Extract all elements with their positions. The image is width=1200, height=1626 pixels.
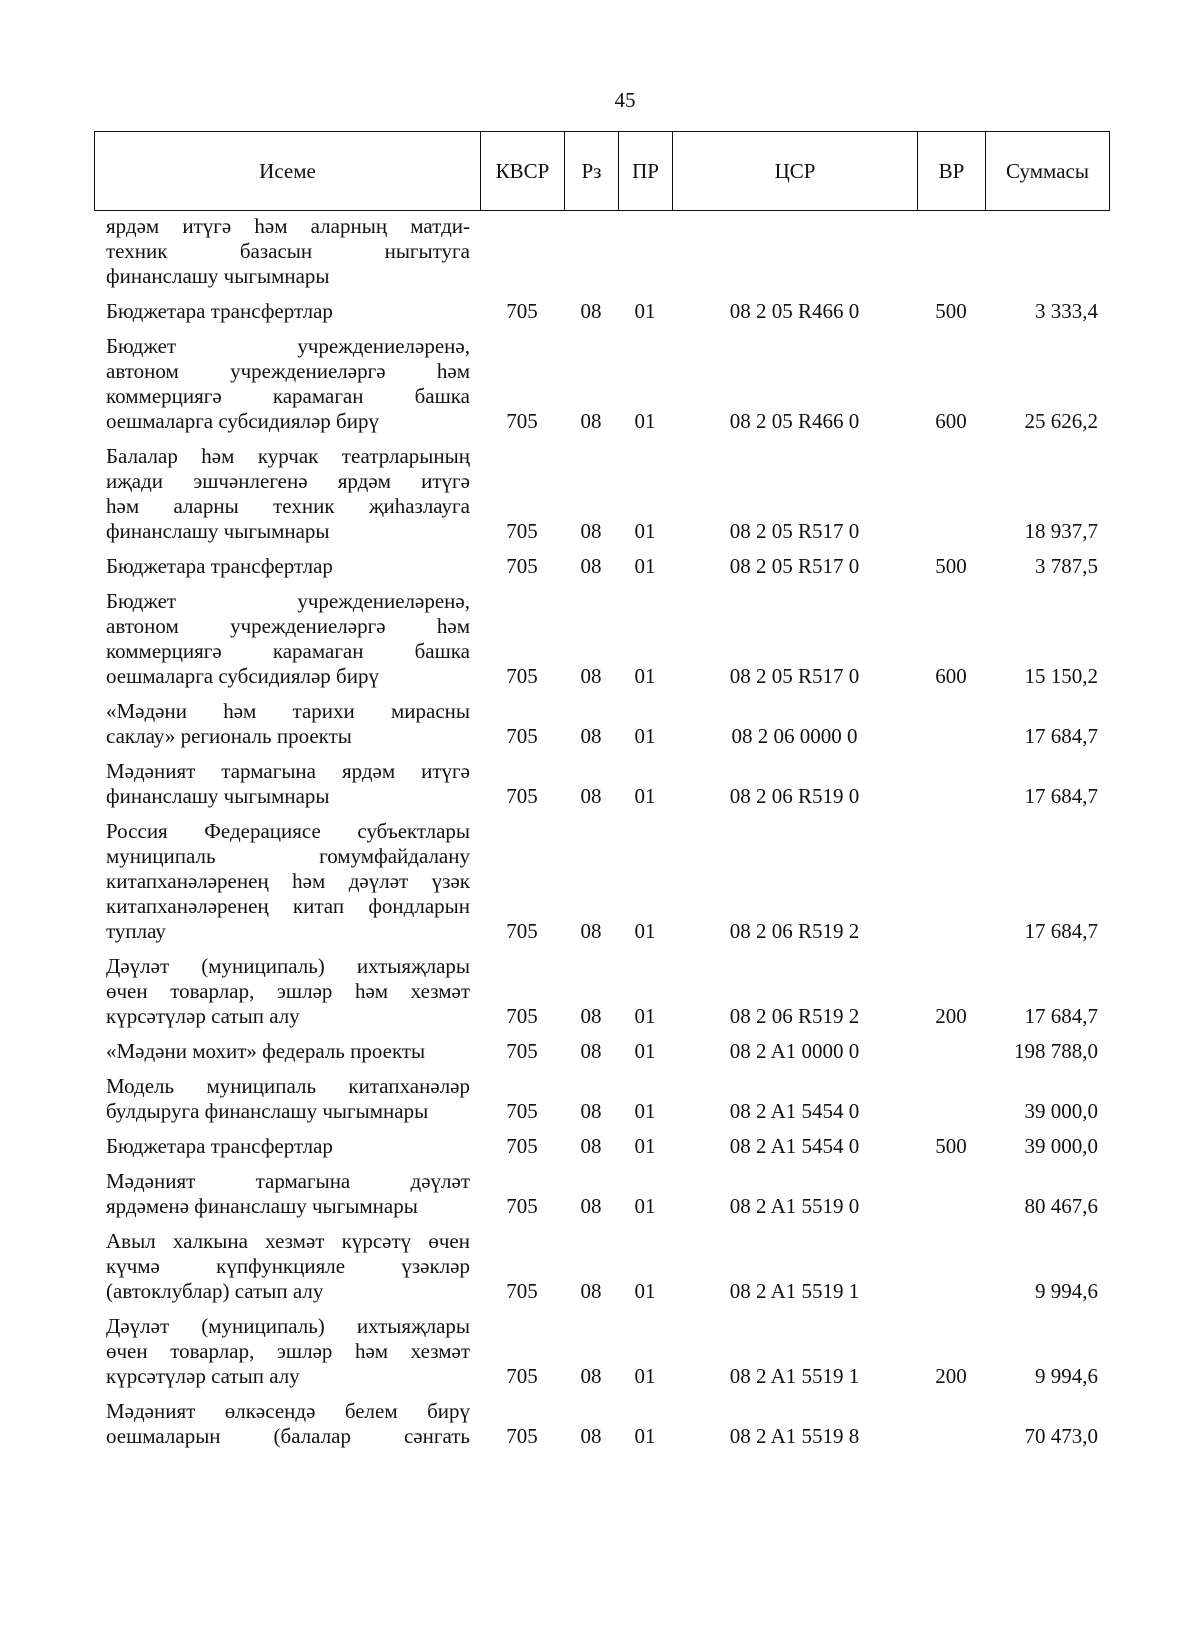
row-name-line: ярдәм итүгә һәм аларның матди-	[106, 214, 470, 238]
row-name	[94, 1399, 480, 1449]
cell-pr: 01	[634, 299, 656, 323]
table-row	[94, 1039, 1110, 1064]
cell-pr: 01	[634, 1279, 656, 1303]
cell-vr: 600	[935, 409, 967, 433]
row-name	[94, 1314, 480, 1389]
header-csr: ЦСР	[673, 132, 918, 210]
row-name-line: Бюджетара трансфертлар	[106, 554, 333, 578]
row-name-line: Бюджетара трансфертлар	[106, 1134, 333, 1158]
table-row	[94, 589, 1110, 689]
row-name-line: Россия Федерациясе субъектлары	[106, 819, 470, 843]
table-row	[94, 1074, 1110, 1124]
header-pr: ПР	[619, 132, 673, 210]
cell-rz: 08	[580, 1424, 602, 1448]
cell-csr: 08 2 A1 5454 0	[729, 1134, 860, 1158]
row-name-line: финанслашу чыгымнары	[106, 784, 330, 808]
row-name	[94, 299, 480, 324]
cell-kvsr: 705	[506, 554, 538, 578]
row-name-line: Дәүләт (муниципаль) ихтыяҗлары	[106, 954, 470, 978]
cell-kvsr: 705	[506, 1279, 538, 1303]
cell-kvsr: 705	[506, 1424, 538, 1448]
cell-pr: 01	[634, 1134, 656, 1158]
cell-pr: 01	[634, 519, 656, 543]
table-row	[94, 554, 1110, 579]
cell-csr: 08 2 05 R466 0	[729, 409, 860, 433]
row-name-line: Бюджет учреждениеләренә,	[106, 334, 470, 358]
cell-rz: 08	[580, 784, 602, 808]
cell-rz: 08	[580, 1194, 602, 1218]
cell-vr: 500	[935, 554, 967, 578]
cell-pr: 01	[634, 784, 656, 808]
cell-sum: 198 788,0	[1014, 1039, 1098, 1063]
table-row	[94, 1314, 1110, 1389]
table-row	[94, 214, 1110, 289]
header-kvsr: КВСР	[481, 132, 565, 210]
row-name-line: Мәдәният өлкәсендә белем бирү	[106, 1399, 470, 1423]
header-sum: Суммасы	[1006, 158, 1089, 183]
row-name-line: «Мәдәни һәм тарихи мирасны	[106, 699, 470, 723]
row-name-line: муниципаль гомумфайдалану	[106, 844, 470, 868]
cell-sum: 80 467,6	[1024, 1194, 1098, 1218]
row-name-line: автоном учреждениеләргә һәм	[106, 359, 470, 383]
cell-pr: 01	[634, 1424, 656, 1448]
cell-csr: 08 2 05 R517 0	[729, 664, 860, 688]
cell-kvsr: 705	[506, 409, 538, 433]
cell-rz: 08	[580, 919, 602, 943]
row-name-line: китапханәләренең һәм дәүләт үзәк	[106, 869, 470, 893]
cell-rz: 08	[580, 1279, 602, 1303]
cell-csr: 08 2 A1 5519 8	[729, 1424, 860, 1448]
cell-csr: 08 2 06 R519 2	[729, 1004, 860, 1028]
cell-csr: 08 2 A1 0000 0	[729, 1039, 860, 1063]
cell-pr: 01	[634, 1039, 656, 1063]
cell-pr: 01	[634, 1364, 656, 1388]
cell-csr: 08 2 A1 5519 0	[729, 1194, 860, 1218]
row-name-line: ярдәменә финанслашу чыгымнары	[106, 1194, 418, 1218]
row-name-line: Мәдәният тармагына дәүләт	[106, 1169, 470, 1193]
row-name-line: туплау	[106, 919, 166, 943]
row-name	[94, 699, 480, 749]
table-row	[94, 1134, 1110, 1159]
row-name-line: саклау» региональ проекты	[106, 724, 352, 748]
row-name-line: күчмә күпфункцияле үзәкләр	[106, 1254, 470, 1278]
row-name	[94, 1169, 480, 1219]
row-name-line: техник базасын ныгытуга	[106, 239, 470, 263]
cell-kvsr: 705	[506, 784, 538, 808]
table-row	[94, 299, 1110, 324]
table-row	[94, 444, 1110, 544]
row-name-line: өчен товарлар, эшләр һәм хезмәт	[106, 1339, 470, 1363]
row-name	[94, 214, 480, 289]
row-name-line: һәм аларны техник җиһазлауга	[106, 494, 470, 518]
cell-sum: 9 994,6	[1035, 1279, 1098, 1303]
table-row	[94, 954, 1110, 1029]
row-name-line: оешмаларга субсидияләр бирү	[106, 664, 379, 688]
cell-vr: 200	[935, 1364, 967, 1388]
row-name-line: Бюджетара трансфертлар	[106, 299, 333, 323]
row-name	[94, 1229, 480, 1304]
cell-vr: 200	[935, 1004, 967, 1028]
table-header	[94, 131, 1110, 211]
cell-kvsr: 705	[506, 299, 538, 323]
row-name-line: Дәүләт (муниципаль) ихтыяҗлары	[106, 1314, 470, 1338]
cell-csr: 08 2 05 R466 0	[729, 299, 860, 323]
row-name-line: булдыруга финанслашу чыгымнары	[106, 1099, 429, 1123]
cell-sum: 3 787,5	[1035, 554, 1098, 578]
cell-kvsr: 705	[506, 1039, 538, 1063]
table-row	[94, 1229, 1110, 1304]
row-name-line: «Мәдәни мохит» федераль проекты	[106, 1039, 426, 1063]
cell-rz: 08	[580, 664, 602, 688]
table-row	[94, 334, 1110, 434]
cell-csr: 08 2 06 R519 2	[729, 919, 860, 943]
cell-kvsr: 705	[506, 664, 538, 688]
row-name-line: финанслашу чыгымнары	[106, 264, 330, 288]
cell-pr: 01	[634, 409, 656, 433]
cell-kvsr: 705	[506, 1134, 538, 1158]
cell-rz: 08	[580, 299, 602, 323]
row-name-line: иҗади эшчәнлегенә ярдәм итүгә	[106, 469, 470, 493]
cell-pr: 01	[634, 1004, 656, 1028]
cell-sum: 17 684,7	[1024, 724, 1098, 748]
table-row	[94, 819, 1110, 944]
row-name-line: коммерциягә карамаган башка	[106, 384, 470, 408]
row-name	[94, 1074, 480, 1124]
row-name-line: коммерциягә карамаган башка	[106, 639, 470, 663]
row-name	[94, 954, 480, 1029]
cell-sum: 25 626,2	[1024, 409, 1098, 433]
row-name-line: өчен товарлар, эшләр һәм хезмәт	[106, 979, 470, 1003]
table-row	[94, 759, 1110, 809]
cell-kvsr: 705	[506, 724, 538, 748]
cell-kvsr: 705	[506, 519, 538, 543]
cell-rz: 08	[580, 519, 602, 543]
cell-sum: 15 150,2	[1024, 664, 1098, 688]
cell-rz: 08	[580, 409, 602, 433]
cell-kvsr: 705	[506, 1099, 538, 1123]
cell-vr: 500	[935, 1134, 967, 1158]
cell-kvsr: 705	[506, 919, 538, 943]
cell-sum: 17 684,7	[1024, 784, 1098, 808]
row-name	[94, 444, 480, 544]
cell-kvsr: 705	[506, 1194, 538, 1218]
cell-sum: 18 937,7	[1024, 519, 1098, 543]
row-name-line: финанслашу чыгымнары	[106, 519, 330, 543]
cell-csr: 08 2 05 R517 0	[729, 554, 860, 578]
cell-csr: 08 2 A1 5519 1	[729, 1279, 860, 1303]
cell-kvsr: 705	[506, 1004, 538, 1028]
cell-rz: 08	[580, 724, 602, 748]
table-body	[94, 214, 1110, 1459]
row-name	[94, 1039, 480, 1064]
cell-sum: 39 000,0	[1024, 1134, 1098, 1158]
cell-pr: 01	[634, 554, 656, 578]
page-number: 45	[614, 88, 636, 112]
table-row	[94, 699, 1110, 749]
header-name: Исеме	[95, 132, 481, 210]
row-name	[94, 759, 480, 809]
cell-sum: 3 333,4	[1035, 299, 1098, 323]
cell-csr: 08 2 06 0000 0	[731, 724, 858, 748]
row-name	[94, 1134, 480, 1159]
cell-rz: 08	[580, 1004, 602, 1028]
row-name-line: күрсәтүләр сатып алу	[106, 1364, 300, 1388]
cell-csr: 08 2 06 R519 0	[729, 784, 860, 808]
cell-sum: 17 684,7	[1024, 919, 1098, 943]
cell-vr: 500	[935, 299, 967, 323]
row-name-line: китапханәләренең китап фондларын	[106, 894, 470, 918]
cell-csr: 08 2 A1 5519 1	[729, 1364, 860, 1388]
cell-pr: 01	[634, 1194, 656, 1218]
cell-rz: 08	[580, 1039, 602, 1063]
header-vr: ВР	[918, 132, 986, 210]
row-name	[94, 334, 480, 434]
row-name-line: күрсәтүләр сатып алу	[106, 1004, 300, 1028]
cell-sum: 70 473,0	[1024, 1424, 1098, 1448]
cell-csr: 08 2 05 R517 0	[729, 519, 860, 543]
row-name-line: оешмаларын (балалар сәнгать	[106, 1424, 470, 1448]
cell-vr: 600	[935, 664, 967, 688]
row-name-line: Бюджет учреждениеләренә,	[106, 589, 470, 613]
cell-pr: 01	[634, 664, 656, 688]
header-rz: Рз	[565, 132, 619, 210]
row-name-line: (автоклублар) сатып алу	[106, 1279, 324, 1303]
cell-sum: 9 994,6	[1035, 1364, 1098, 1388]
row-name	[94, 819, 480, 944]
cell-sum: 17 684,7	[1024, 1004, 1098, 1028]
cell-rz: 08	[580, 1364, 602, 1388]
row-name-line: Модель муниципаль китапханәләр	[106, 1074, 470, 1098]
cell-rz: 08	[580, 1099, 602, 1123]
cell-csr: 08 2 A1 5454 0	[729, 1099, 860, 1123]
cell-sum: 39 000,0	[1024, 1099, 1098, 1123]
cell-pr: 01	[634, 1099, 656, 1123]
row-name-line: Мәдәният тармагына ярдәм итүгә	[106, 759, 470, 783]
row-name-line: автоном учреждениеләргә һәм	[106, 614, 470, 638]
table-row	[94, 1399, 1110, 1449]
cell-kvsr: 705	[506, 1364, 538, 1388]
row-name	[94, 589, 480, 689]
cell-pr: 01	[634, 919, 656, 943]
cell-pr: 01	[634, 724, 656, 748]
table-row	[94, 1169, 1110, 1219]
row-name-line: оешмаларга субсидияләр бирү	[106, 409, 379, 433]
cell-rz: 08	[580, 554, 602, 578]
row-name-line: Авыл халкына хезмәт күрсәтү өчен	[106, 1229, 470, 1253]
row-name-line: Балалар һәм курчак театрларының	[106, 444, 470, 468]
cell-rz: 08	[580, 1134, 602, 1158]
row-name	[94, 554, 480, 579]
